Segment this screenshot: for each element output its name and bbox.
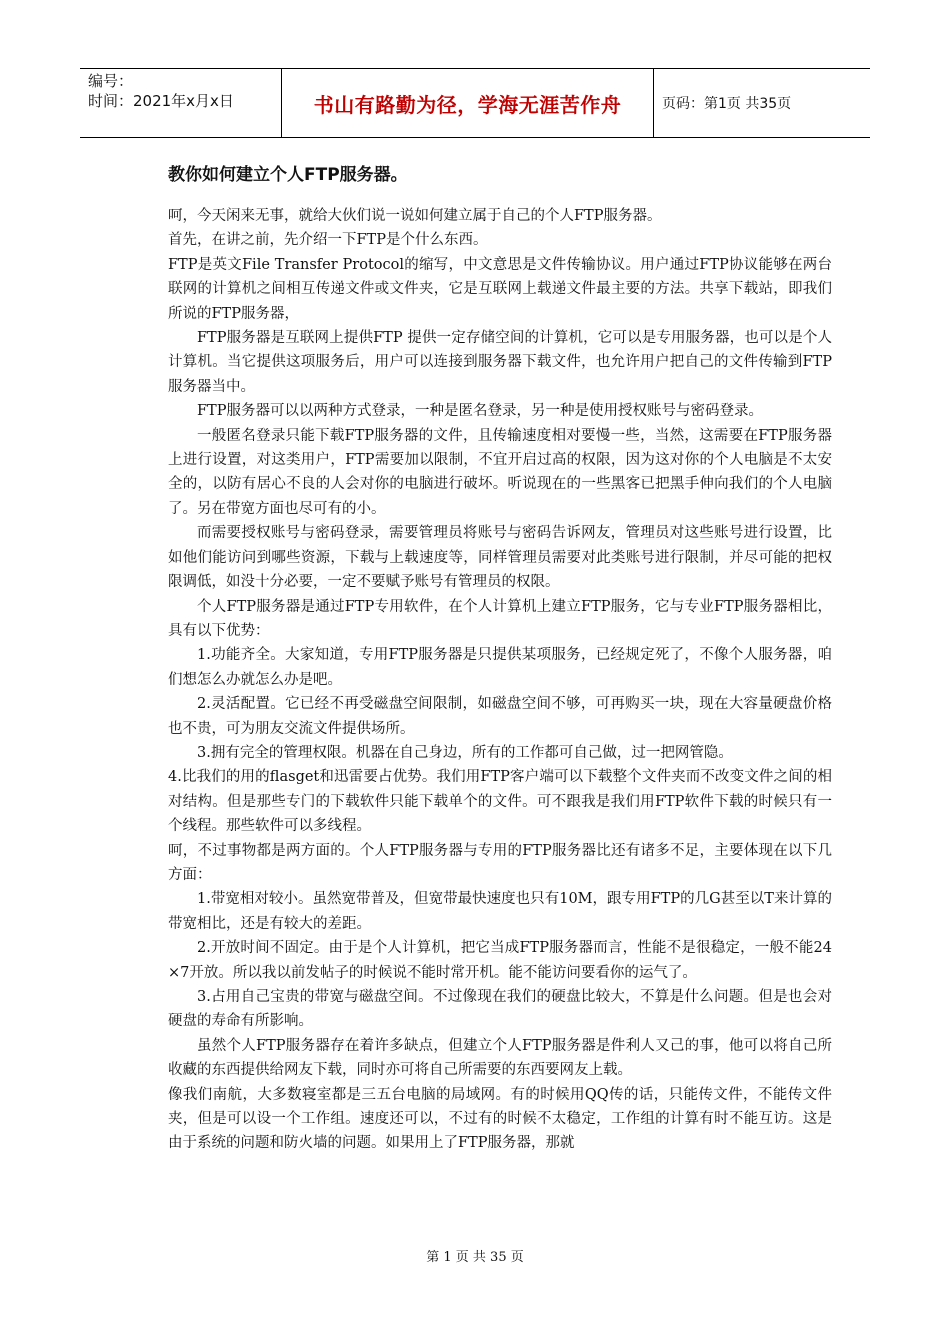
paragraph: 个人FTP服务器是通过FTP专用软件，在个人计算机上建立FTP服务，它与专业FTP服务器相比，具有以下优势： <box>168 598 832 639</box>
document-body <box>168 204 832 1156</box>
paragraph: FTP服务器可以以两种方式登录，一种是匿名登录，另一种是使用授权账号与密码登录。 <box>197 403 763 420</box>
paragraph: 1.功能齐全。大家知道，专用FTP服务器是只提供某项服务，已经规定死了，不像个人服务器，咱们想怎么办就怎么办是吧。 <box>168 647 832 688</box>
paragraph: FTP是英文File Transfer Protocol的缩写，中文意思是文件传输协议。用户通过FTP协议能够在两台联网的计算机之间相互传递文件或文件夹，它是互联网上载递文件最主要的方法。共享下载站，即我们所说的FTP服务器， <box>168 256 832 322</box>
number-label: 编号： <box>88 72 134 90</box>
page-code: 页码：第1页 共35页 <box>662 96 792 112</box>
paragraph: 呵，不过事物都是两方面的。个人FTP服务器与专用的FTP服务器比还有诸多不足，主要体现在以下几方面： <box>168 842 832 883</box>
paragraph: 虽然个人FTP服务器存在着许多缺点，但建立个人FTP服务器是件利人又己的事，他可以将自己所收藏的东西提供给网友下载，同时亦可将自己所需要的东西要网友上载。 <box>168 1037 832 1079</box>
motto: 书山有路勤为径，学海无涯苦作舟 <box>313 92 622 117</box>
header-info-cell <box>80 69 282 137</box>
paragraph: FTP服务器是互联网上提供FTP 提供一定存储空间的计算机，它可以是专用服务器，也可以是个人计算机。当它提供这项服务后，用户可以连接到服务器下载文件，也允许用户把自己的文件传输到FTP服务器当中。 <box>168 330 832 395</box>
time-label: 时间：2021年x月x日 <box>88 92 234 110</box>
paragraph: 呵，今天闲来无事，就给大伙们说一说如何建立属于自己的个人FTP服务器。 <box>168 208 662 224</box>
paragraph: 2.灵活配置。它已经不再受磁盘空间限制，如磁盘空间不够，可再购买一块，现在大容量硬盘价格也不贵，可为朋友交流文件提供场所。 <box>168 696 832 737</box>
header-table <box>80 68 870 138</box>
paragraph: 一般匿名登录只能下载FTP服务器的文件，且传输速度相对要慢一些，当然，这需要在FTP服务器上进行设置，对这类用户，FTP需要加以限制，不宜开启过高的权限，因为这对你的个人电脑是不太安全的，以防有居心不良的人会对你的电脑进行破坏。听说现在的一些黑客已把黑手伸向我们的个人电脑了。另在带宽方面也尽可有的小。 <box>168 427 832 517</box>
header-page-cell <box>654 69 870 137</box>
paragraph: 1.带宽相对较小。虽然宽带普及，但宽带最快速度也只有10M，跟专用FTP的几G甚至以T来计算的带宽相比，还是有较大的差距。 <box>168 891 832 932</box>
page-footer: 第 1 页 共 35 页 <box>426 1250 524 1265</box>
document-title: 教你如何建立个人FTP服务器。 <box>168 165 408 185</box>
paragraph: 像我们南航，大多数寝室都是三五台电脑的局域网。有的时候用QQ传的话，只能传文件，不能传文件夹，但是可以设一个工作组。速度还可以，不过有的时候不太稳定，工作组的计算有时不能互访。这是由于系统的问题和防火墙的问题。如果用上了FTP服务器，那就 <box>168 1086 832 1152</box>
paragraph: 首先，在讲之前，先介绍一下FTP是个什么东西。 <box>168 232 488 249</box>
header-motto-cell <box>282 69 654 137</box>
paragraph: 3.占用自己宝贵的带宽与磁盘空间。不过像现在我们的硬盘比较大，不算是什么问题。但是也会对硬盘的寿命有所影响。 <box>168 989 832 1030</box>
paragraph: 3.拥有完全的管理权限。机器在自己身边，所有的工作都可自己做，过一把网管隐。 <box>197 744 733 761</box>
paragraph: 而需要授权账号与密码登录，需要管理员将账号与密码告诉网友，管理员对这些账号进行设置，比如他们能访问到哪些资源，下载与上载速度等，同样管理员需要对此类账号进行限制，并尽可能的把权限调低，如没十分必要，一定不要赋予账号有管理员的权限。 <box>168 525 832 591</box>
paragraph: 2.开放时间不固定。由于是个人计算机，把它当成FTP服务器而言，性能不是很稳定，一般不能24×7开放。所以我以前发帖子的时候说不能时常开机。能不能访问要看你的运气了。 <box>168 940 832 981</box>
paragraph: 4.比我们的用的flasget和迅雷要占优势。我们用FTP客户端可以下载整个文件夹而不改变文件之间的相对结构。但是那些专门的下载软件只能下载单个的文件。可不跟我是我们用FTP软件下载的时候只有一个线程。那些软件可以多线程。 <box>168 769 832 835</box>
